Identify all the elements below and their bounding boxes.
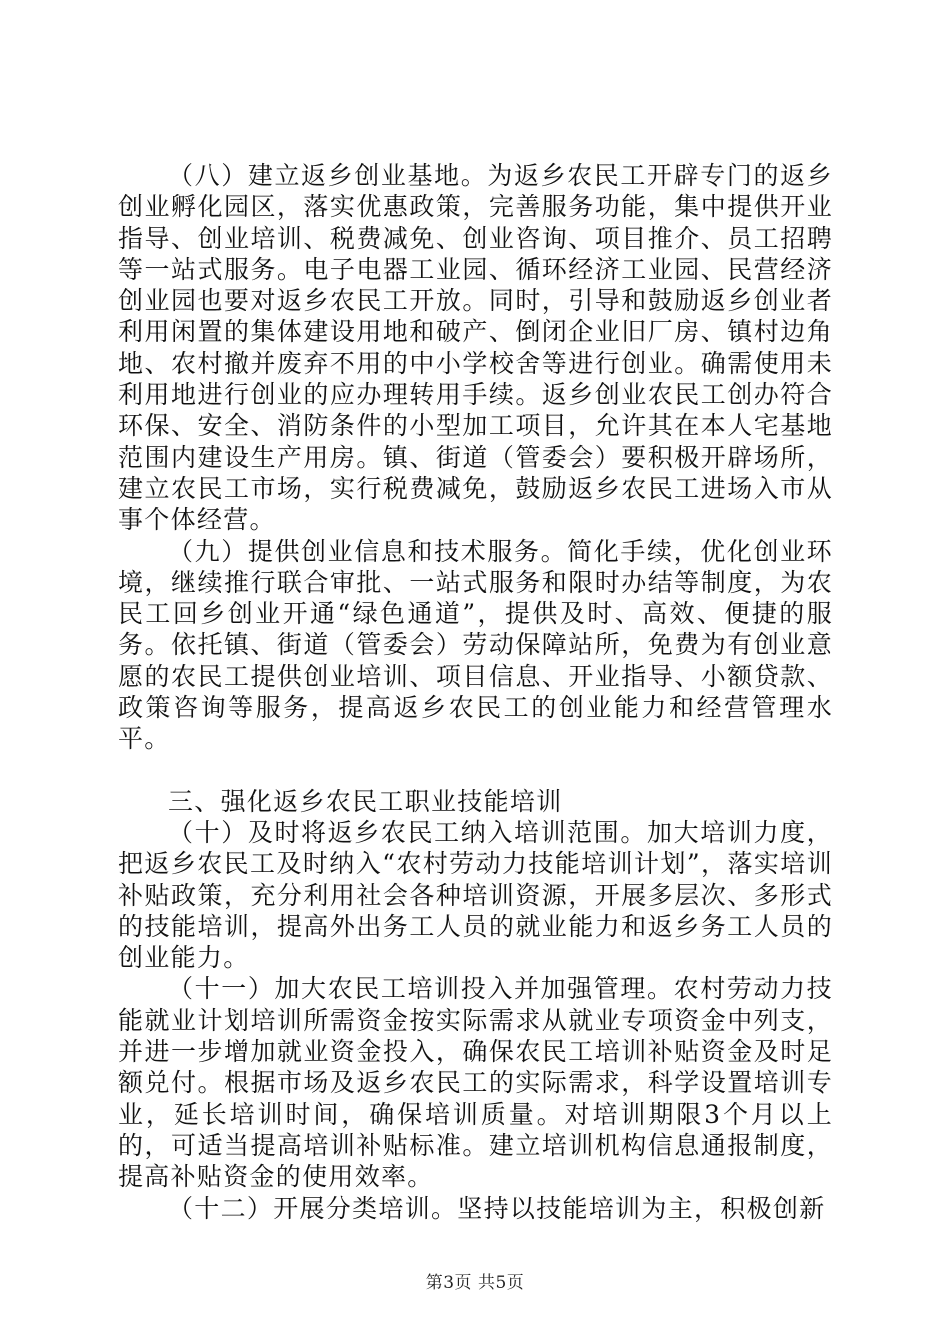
- paragraph-11-training-investment: （十一）加大农民工培训投入并加强管理。农村劳动力技能就业计划培训所需资金按实际需求从就业专项资金中列支，并进一步增加就业资金投入，确保农民工培训补贴资金及时足额兑付。根据市场及返乡农民工的实际需求，科学设置培训专业，延长培训时间，确保培训质量。对培训期限3个月以上的，可适当提高培训补贴标准。建立培训机构信息通报制度，提高补贴资金的使用效率。: [118, 974, 833, 1192]
- paragraph-8-entrepreneurship-base: （八）建立返乡创业基地。为返乡农民工开辟专门的返乡创业孵化园区，落实优惠政策，完善服务功能，集中提供开业指导、创业培训、税费减免、创业咨询、项目推介、员工招聘等一站式服务。电子电器工业园、循环经济工业园、民营经济创业园也要对返乡农民工开放。同时，引导和鼓励返乡创业者利用闲置的集体建设用地和破产、倒闭企业旧厂房、镇村边角地、农村撤并废弃不用的中小学校舍等进行创业。确需使用未利用地进行创业的应办理转用手续。返乡创业农民工创办符合环保、安全、消防条件的小型加工项目，允许其在本人宅基地范围内建设生产用房。镇、街道（管委会）要积极开辟场所，建立农民工市场，实行税费减免，鼓励返乡农民工进场入市从事个体经营。: [118, 161, 833, 535]
- paragraph-9-information-services: （九）提供创业信息和技术服务。简化手续，优化创业环境，继续推行联合审批、一站式服务和限时办结等制度，为农民工回乡创业开通“绿色通道”，提供及时、高效、便捷的服务。依托镇、街道（管委会）劳动保障站所，免费为有创业意愿的农民工提供创业培训、项目信息、开业指导、小额贷款、政策咨询等服务，提高返乡农民工的创业能力和经营管理水平。: [118, 536, 833, 754]
- document-body: [118, 160, 833, 1224]
- paragraph-12-classified-training: （十二）开展分类培训。坚持以技能培训为主，积极创新: [168, 1193, 826, 1223]
- paragraph-10-training-scope: （十）及时将返乡农民工纳入培训范围。加大培训力度，把返乡农民工及时纳入“农村劳动力技能培训计划”，落实培训补贴政策，充分利用社会各种培训资源，开展多层次、多形式的技能培训，提高外出务工人员的就业能力和返乡务工人员的创业能力。: [118, 817, 833, 973]
- section-heading-3: 三、强化返乡农民工职业技能培训: [168, 786, 563, 816]
- page-number-footer: 第3页 共5页: [425, 1273, 525, 1293]
